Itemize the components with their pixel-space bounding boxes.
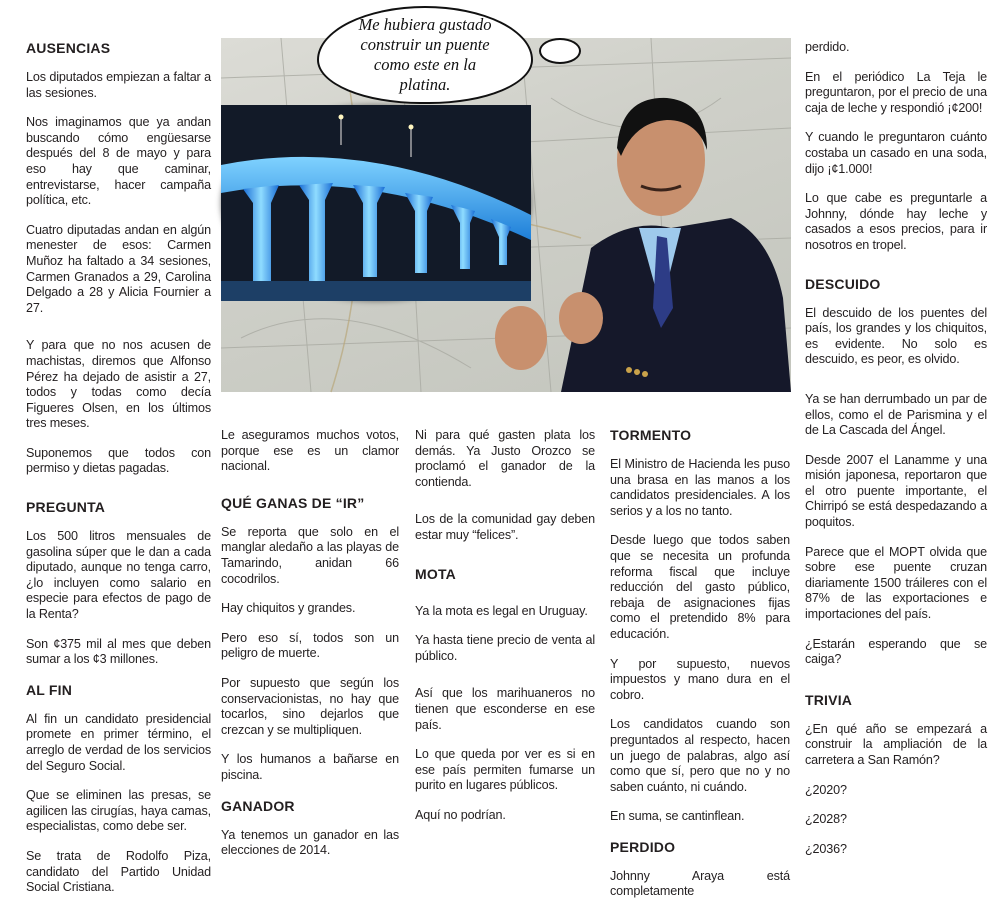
paragraph: Hay chiquitos y grandes. <box>221 601 356 616</box>
paragraph: Y por supuesto, nuevos impuestos y mano dura en el cobro. <box>610 656 790 702</box>
man-figure <box>521 78 791 392</box>
paragraph: Desde 2007 el Lanamme y una misión japonesa, reportaron que el otro puente importante, el Chirripó se está despedazando a poquitos. <box>805 452 987 530</box>
paragraph: Ya tenemos un ganador en las elecciones de 2014. <box>221 827 399 858</box>
section-heading-ausencias: AUSENCIAS <box>26 40 111 56</box>
paragraph: Johnny Araya está completamente <box>610 868 790 899</box>
paragraph: Suponemos que todos con permiso y dietas pagadas. <box>26 445 211 476</box>
paragraph: Y cuando le preguntaron cuánto costaba un casado en una soda, dijo ¡¢1.000! <box>805 130 987 176</box>
paragraph: Cuatro diputadas andan en algún menester de esos: Carmen Muñoz ha faltado a 34 sesiones, Carmen Granados a 29, Carolina Delgado a 28 y Alicia Fournier a 27. <box>26 222 211 315</box>
bridge-photo <box>221 105 531 301</box>
paragraph: Se trata de Rodolfo Piza, candidato del Partido Unidad Social Cristiana. <box>26 848 211 895</box>
paragraph: Son ¢375 mil al mes que deben sumar a los ¢3 millones. <box>26 636 211 667</box>
section-heading-que-ganas: QUÉ GANAS DE “IR” <box>221 494 365 511</box>
paragraph: Que se eliminen las presas, se agilicen las cirugías, haya camas, especialistas, como debe ser. <box>26 788 211 834</box>
paragraph: Parece que el MOPT olvida que sobre ese puente cruzan diariamente 1500 tráileres con el 87% de las exportaciones e importaciones del país. <box>805 544 987 622</box>
paragraph: Desde luego que todos saben que se necesita un profunda reforma fiscal que incluye reducción del gasto público, rebaja de asignaciones fijas como el pretendido 8% para educación. <box>610 533 790 641</box>
paragraph: Se reporta que solo en el manglar aledaño a las playas de Tamarindo, anidan 66 cocodrilos. <box>221 524 399 586</box>
trivia-option: ¿2028? <box>805 812 847 827</box>
paragraph: Ya la mota es legal en Uruguay. <box>415 603 588 618</box>
paragraph: Lo que cabe es preguntarle a Johnny, dónde hay leche y casados a esos precios, para ir nosotros en tropel. <box>805 191 987 252</box>
paragraph: Los diputados empiezan a faltar a las sesiones. <box>26 70 211 100</box>
paragraph: Le aseguramos muchos votos, porque ese es un clamor nacional. <box>221 428 399 474</box>
section-heading-trivia: TRIVIA <box>805 691 853 708</box>
section-heading-tormento: TORMENTO <box>610 427 692 443</box>
section-heading-descuido: DESCUIDO <box>805 275 881 292</box>
photo-candidate-bridge <box>221 15 791 392</box>
column-1 <box>26 40 211 910</box>
paragraph: ¿Estarán esperando que se caiga? <box>805 636 987 667</box>
paragraph: ¿En qué año se empezará a construir la ampliación de la carretera a San Ramón? <box>805 721 987 767</box>
trivia-option: ¿2036? <box>805 841 847 856</box>
paragraph: Aquí no podrían. <box>415 807 506 822</box>
section-heading-perdido: PERDIDO <box>610 838 676 855</box>
trivia-option: ¿2020? <box>805 782 847 797</box>
paragraph: Y para que no nos acusen de machistas, diremos que Alfonso Pérez ha dejado de asistir a 27, todos y todas como decía Figueres Olsen, en los últimos tres meses. <box>26 338 211 431</box>
paragraph: Los 500 litros mensuales de gasolina súper que le dan a cada diputado, aunque no tenga carro, ¿lo incluyen como salario en especie para efectos de pago de la Renta? <box>26 529 211 622</box>
column-2 <box>221 428 399 873</box>
column-4 <box>610 427 790 914</box>
section-heading-pregunta: PREGUNTA <box>26 499 106 516</box>
column-3 <box>415 428 595 838</box>
paragraph: Y los humanos a bañarse en piscina. <box>221 752 399 782</box>
paragraph: Los candidatos cuando son preguntados al respecto, hacen un juego de palabras, algo así como que sí, pero que no y no saben cuánto, ni cuándo. <box>610 717 790 794</box>
paragraph: El descuido de los puentes del país, los grandes y los chiquitos, es evidente. No solo es descuido, es peor, es olvido. <box>805 305 987 367</box>
paragraph: perdido. <box>805 40 850 54</box>
paragraph: Pero eso sí, todos son un peligro de muerte. <box>221 630 399 661</box>
paragraph: Así que los marihuaneros no tienen que esconderse en ese país. <box>415 686 595 732</box>
paragraph: Ni para qué gasten plata los demás. Ya Justo Orozco se proclamó el ganador de la contienda. <box>415 428 595 489</box>
paragraph: Nos imaginamos que ya andan buscando cómo engüesarse después del 8 de mayo y para eso hay que caminar, entrevistarse, hacer campaña política, etc. <box>26 115 211 208</box>
bridge-illustration <box>221 105 531 301</box>
paragraph: Ya se han derrumbado un par de ellos, como el de Parismina y el de La Cascada del Ángel. <box>805 391 987 438</box>
section-heading-al-fin: AL FIN <box>26 681 73 698</box>
paragraph: Los de la comunidad gay deben estar muy “felices”. <box>415 512 595 542</box>
paragraph: Ya hasta tiene precio de venta al público. <box>415 633 595 663</box>
paragraph: En el periódico La Teja le preguntaron, por el precio de una caja de leche y respondió ¡¢200! <box>805 69 987 115</box>
section-heading-ganador: GANADOR <box>221 797 295 814</box>
paragraph: Por supuesto que según los conservacionistas, no hay que tocarlos, sino dejarlos que crezcan y se multipliquen. <box>221 675 399 737</box>
thought-bubble <box>317 6 533 104</box>
section-heading-mota: MOTA <box>415 565 456 582</box>
paragraph: Lo que queda por ver es si en ese país permiten fumarse un purito en lugares públicos. <box>415 747 595 793</box>
thought-bubble-dot <box>539 38 581 64</box>
column-5 <box>805 40 987 871</box>
paragraph: El Ministro de Hacienda les puso una brasa en las manos a los candidatos presidenciales. A los serios y a los no tanto. <box>610 457 790 518</box>
paragraph: En suma, se cantinflean. <box>610 809 745 824</box>
thought-bubble-text: Me hubiera gustado construir un puente como este en la platina. <box>358 15 492 94</box>
paragraph: Al fin un candidato presidencial promete en primer término, el arreglo de verdad de los servicios del Seguro Social. <box>26 711 211 773</box>
